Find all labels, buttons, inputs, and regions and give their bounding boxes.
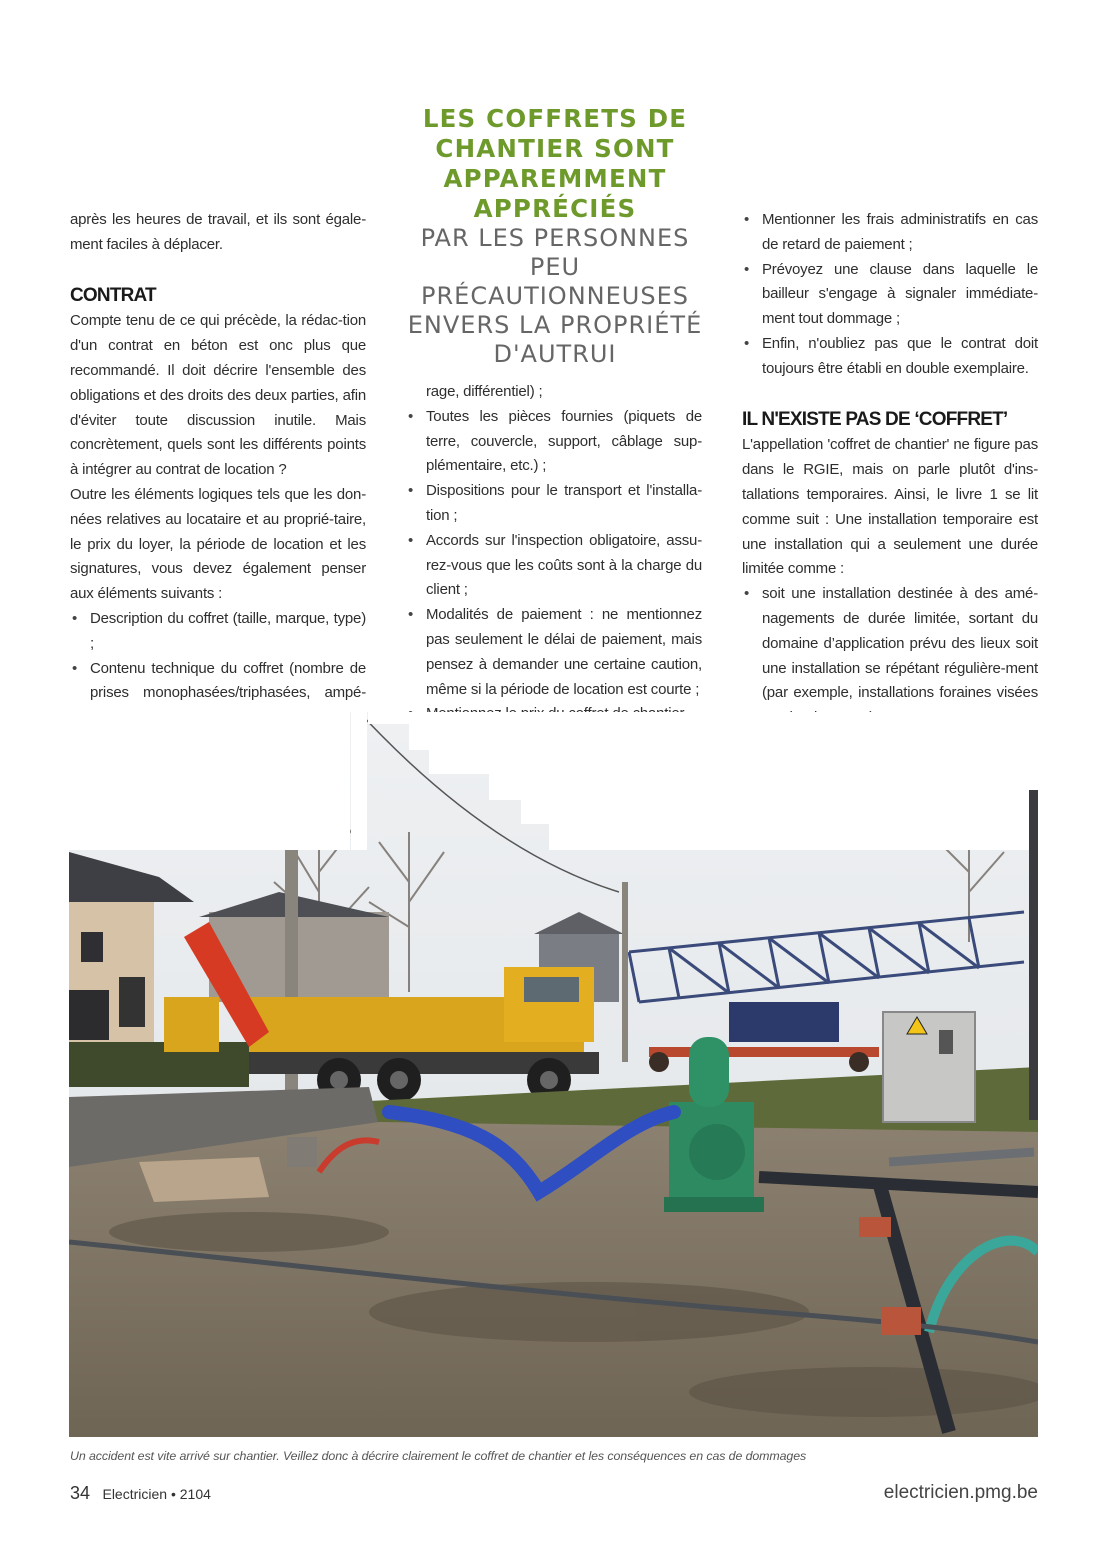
construction-site-photo [69,712,1038,1437]
heading-contrat: CONTRAT [70,284,156,306]
col3-paragraph-1: L'appellation 'coffret de chantier' ne figure pas dans le RGIE, mais on parle plutôt d'ins-tallations temporaires. Ainsi, le livre 1 se lit comme suit : Une installation temporaire est une installation qui a seulement une durée limitée comme : [742,436,1038,578]
col3-bullet-list [742,208,1038,382]
pull-quote [392,104,718,369]
list-item: • Description du coffret (taille, marque, type) ; [70,607,366,657]
list-item: • Contenu technique du coffret (nombre de prises monophasées/triphasées, ampé- [70,657,366,707]
list-item: • Prévoyez une clause dans laquelle le bailleur s'engage à signaler immédiate-ment tout dommage ; [742,258,1038,332]
magazine-issue: Electricien • 2104 [102,1486,211,1502]
photo-illustration [69,712,1038,1437]
photo-caption: Un accident est vite arrivé sur chantier. Veillez donc à décrire clairement le coffret de chantier et les conséquences en cas de dommages [70,1449,807,1463]
website-url[interactable]: electricien.pmg.be [883,1482,1038,1503]
list-item: • Enfin, n'oubliez pas que le contrat doit toujours être établi en double exemplaire. [742,332,1038,382]
pull-quote-highlight: LES COFFRETS DE CHANTIER SONT APPAREMMENT APPRÉCIÉS [422,104,688,223]
list-item: • Mentionner les frais administratifs en cas de retard de paiement ; [742,208,1038,258]
heading-coffret: IL N'EXISTE PAS DE ‘COFFRET’ [742,408,1008,430]
list-item: • Modalités de paiement : ne mentionnez pas seulement le délai de paiement, mais pensez à demander une certaine caution, même si la période de location est courte ; [406,603,702,702]
col1-paragraph-2: Outre les éléments logiques tels que les don-nées relatives au locataire et au proprié-taire, le prix du loyer, la période de location et les signatures, vous devez également penser aux éléments suivants : [70,485,366,603]
col1-paragraph-1: Compte tenu de ce qui précède, la rédac-tion d'un contrat en béton est onc plus que recommandé. Il doit décrire l'ensemble des obligations et des droits des deux parties, afin d'éviter toute discussion inutile. Mais concrètement, quels sont les différents points à intégrer au contrat de location ? [70,312,366,479]
footer-left [70,1483,211,1504]
col1-intro: après les heures de travail, et ils sont égale-ment faciles à déplacer. [70,211,366,253]
col2-continued: rage, différentiel) ; [426,383,543,400]
list-item: • Dispositions pour le transport et l'installa-tion ; [406,479,702,529]
list-item: • soit une installation destinée à des amé-nagements de durée limitée, sortant du domaine d’application prévu des lieux soit une installation se répétant régulière-ment (par exemple, installations foraines visées [742,582,1038,731]
list-item: • Toutes les pièces fournies (piquets de terre, couvercle, support, câblage sup-plémentaire, etc.) ; [406,405,702,479]
pull-quote-text: PAR LES PERSONNES PEU PRÉCAUTIONNEUSES ENVERS LA PROPRIÉTÉ D'AUTRUI [407,224,703,368]
list-item: • Accords sur l'inspection obligatoire, assu-rez-vous que les coûts sont à la charge du client ; [406,529,702,603]
column-1 [70,208,366,706]
page-number: 34 [70,1483,91,1503]
col1-bullet-list [70,607,366,706]
